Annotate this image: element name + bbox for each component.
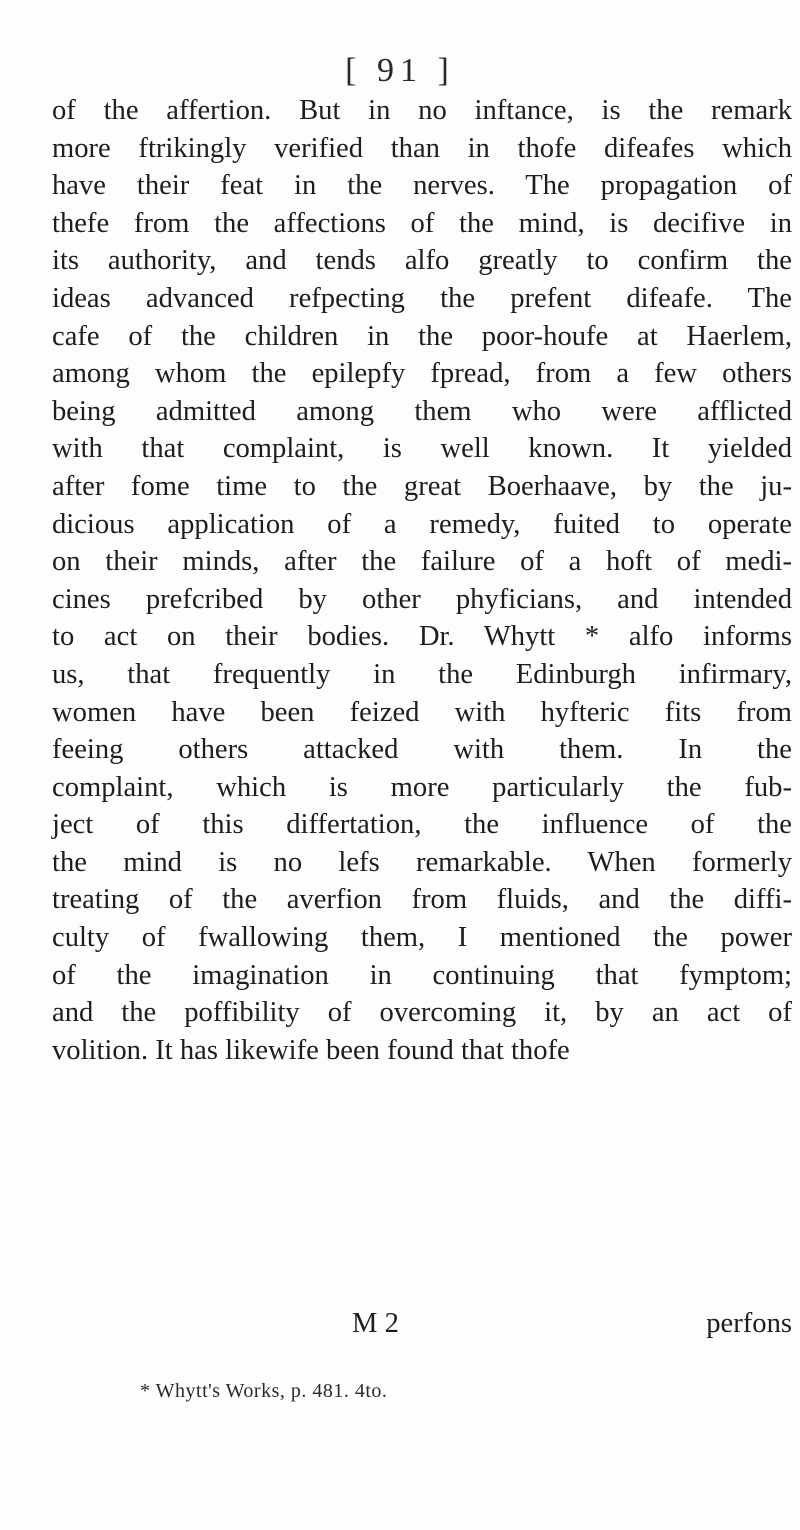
signature-mark: M 2: [352, 1308, 399, 1339]
text-line: with that complaint, is well known. It yielded: [52, 433, 792, 465]
text-line: of the imagination in continuing that fymptom;: [52, 959, 792, 991]
text-line: us, that frequently in the Edinburgh infirmary,: [52, 658, 792, 690]
text-line: women have been feized with hyfteric fits from: [52, 696, 792, 728]
text-line: among whom the epilepfy fpread, from a few others: [52, 358, 792, 390]
catchword: perfons: [706, 1308, 792, 1339]
text-line: ject of this differtation, the influence of the: [52, 809, 792, 841]
text-line: feeing others attacked with them. In the: [52, 734, 792, 766]
text-line: more ftrikingly verified than in thofe difeafes which: [52, 132, 792, 164]
page-number-header: [ 91 ]: [345, 52, 455, 89]
text-line: and the poffibility of overcoming it, by an act of: [52, 997, 792, 1029]
text-line: after fome time to the great Boerhaave, by the ju-: [52, 470, 792, 502]
text-line: on their minds, after the failure of a hoft of medi-: [52, 546, 792, 578]
text-line: cines prefcribed by other phyficians, and intended: [52, 583, 792, 615]
text-line: cafe of the children in the poor-houfe at Haerlem,: [52, 320, 792, 352]
text-line: dicious application of a remedy, fuited to operate: [52, 508, 792, 540]
text-line: ideas advanced refpecting the prefent difeafe. The: [52, 282, 792, 314]
text-line: its authority, and tends alfo greatly to confirm the: [52, 245, 792, 277]
text-line: being admitted among them who were afflicted: [52, 395, 792, 427]
text-line: of the affertion. But in no inftance, is the remark: [52, 95, 792, 126]
text-line: have their feat in the nerves. The propagation of: [52, 170, 792, 202]
text-line: culty of fwallowing them, I mentioned the power: [52, 922, 792, 954]
text-line: volition. It has likewife been found that thofe: [52, 1034, 570, 1066]
footnote: * Whytt's Works, p. 481. 4to.: [140, 1380, 388, 1402]
text-line: thefe from the affections of the mind, is decifive in: [52, 207, 792, 239]
text-line: treating of the averfion from fluids, and the diffi-: [52, 884, 792, 916]
text-line: the mind is no lefs remarkable. When formerly: [52, 846, 792, 878]
body-text: [52, 92, 792, 1069]
text-line: complaint, which is more particularly the fub-: [52, 771, 792, 803]
signature-line: [52, 1308, 792, 1346]
text-line: to act on their bodies. Dr. Whytt * alfo informs: [52, 621, 792, 653]
